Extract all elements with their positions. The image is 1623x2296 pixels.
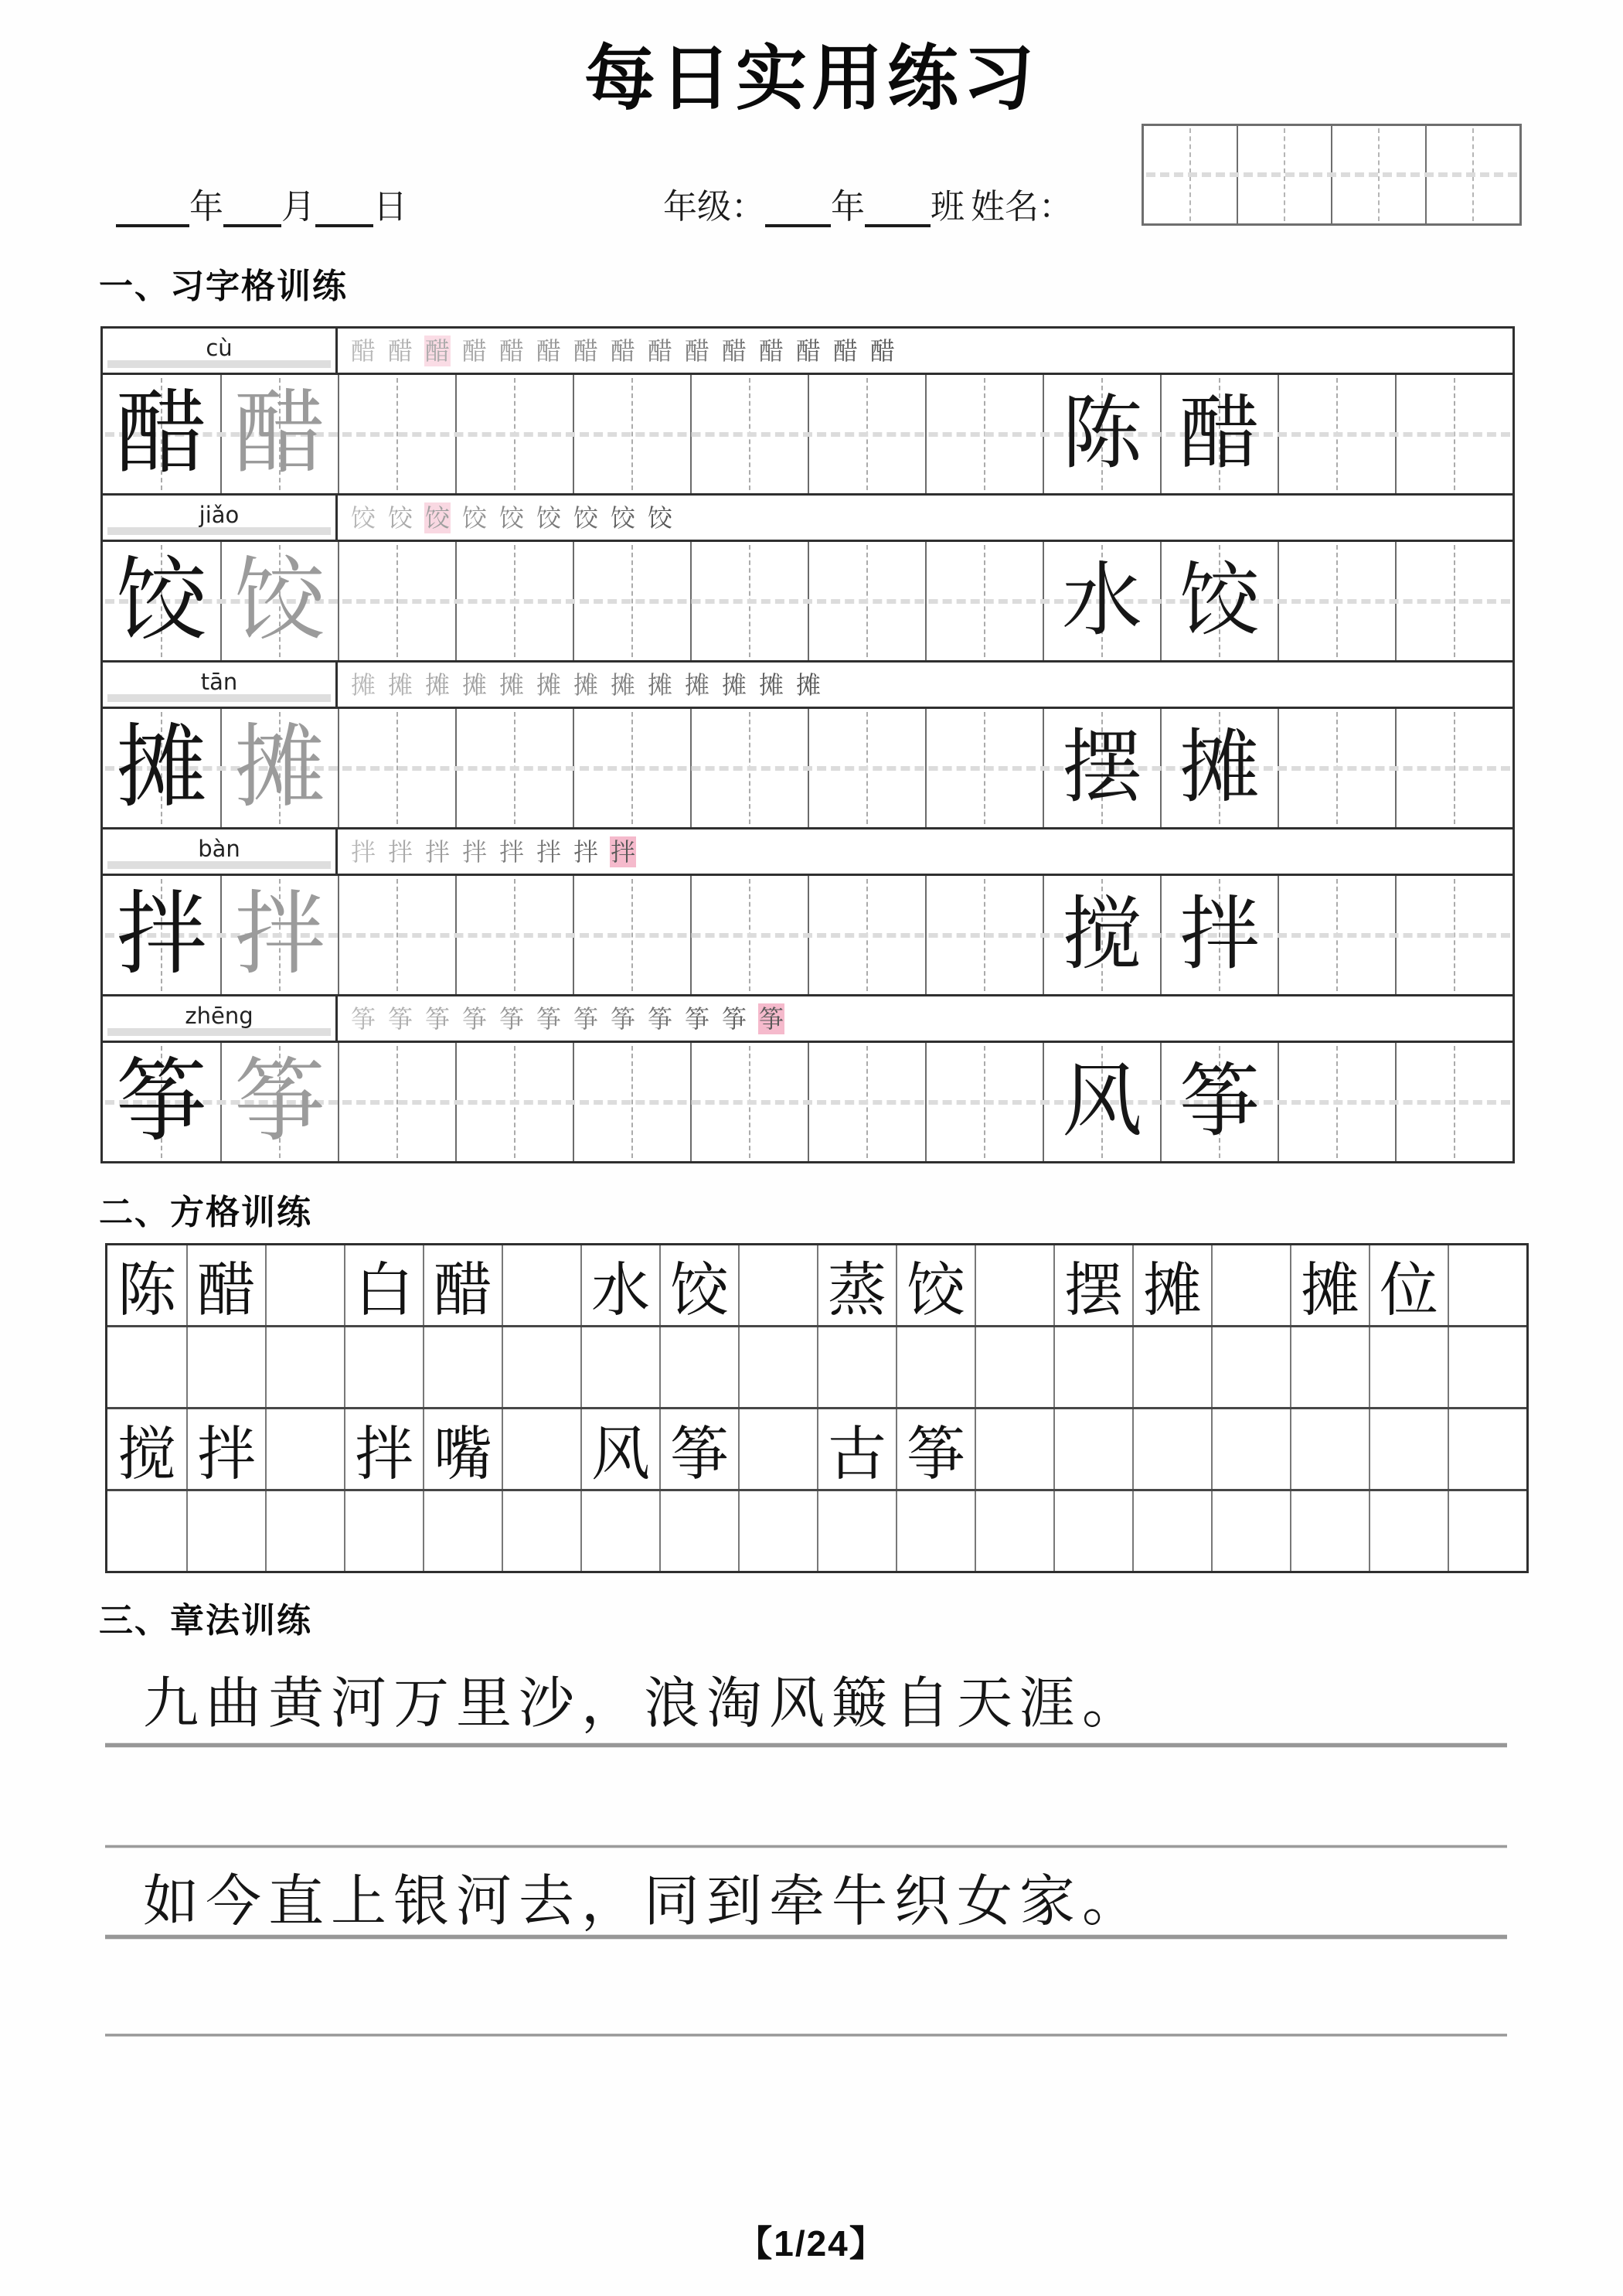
practice-cell: [1278, 1043, 1395, 1161]
stroke-step-glyph: 醋: [684, 336, 709, 365]
practice-cell: [808, 876, 925, 994]
grid-cell-character: 摊: [1290, 1245, 1369, 1325]
grid-cell-character: 饺: [896, 1245, 975, 1325]
stroke-step-glyph: 筝: [424, 1004, 450, 1033]
grid-cell-empty: [738, 1327, 817, 1407]
grid-cell-character: 白: [344, 1245, 423, 1325]
stroke-step-glyph: 筝: [350, 1004, 376, 1033]
practice-character: 搅: [1061, 890, 1142, 979]
stroke-step-glyph: 摊: [461, 670, 487, 699]
grid-cell-empty: [1132, 1327, 1211, 1407]
character-block-header: [103, 493, 1512, 542]
stroke-step-glyph: 醋: [350, 336, 376, 365]
page-title: 每日实用练习: [584, 39, 1039, 118]
practice-cell: [1160, 1043, 1278, 1161]
stroke-step-glyph: 醋: [647, 336, 672, 365]
practice-character: 醋: [1179, 389, 1260, 479]
pinyin-cell: [103, 663, 338, 707]
practice-cell: [103, 375, 220, 493]
practice-cell: [338, 876, 455, 994]
character-block: [103, 994, 1512, 1161]
practice-row: [103, 709, 1512, 827]
stroke-step-glyph: 饺: [573, 503, 598, 532]
practice-row: [103, 1043, 1512, 1161]
practice-cell: [573, 375, 690, 493]
grade-name-line: [663, 184, 1073, 227]
grid-cell-empty: [580, 1327, 659, 1407]
practice-cell: [1278, 375, 1395, 493]
grid-cell-empty: [423, 1491, 502, 1571]
grid-cell-empty: [1132, 1491, 1211, 1571]
pinyin-label: zhēng: [185, 1002, 253, 1029]
stroke-step-glyph: 摊: [424, 670, 450, 699]
stroke-step-glyph: 醋: [610, 336, 635, 365]
stroke-step-glyph: 拌: [610, 837, 635, 866]
stroke-step-glyph: 筝: [758, 1004, 784, 1033]
stroke-step-glyph: 醋: [573, 336, 598, 365]
stroke-step-glyph: 饺: [536, 503, 561, 532]
stroke-step-glyph: 醋: [869, 336, 895, 365]
stroke-step-glyph: 饺: [610, 503, 635, 532]
name-grid-cell: [1425, 126, 1519, 223]
page-number: 【1/24】: [737, 2223, 886, 2264]
stroke-step-glyph: 筝: [684, 1004, 709, 1033]
practice-cell: [1160, 375, 1278, 493]
square-grid-table: [105, 1243, 1529, 1573]
practice-cell: [103, 709, 220, 827]
grid-cell-empty: [975, 1245, 1053, 1325]
stroke-step-glyph: 醋: [795, 336, 821, 365]
month-label: 月: [281, 188, 315, 226]
practice-cell: [1160, 876, 1278, 994]
stroke-step-glyph: 醋: [832, 336, 858, 365]
character-block: [103, 493, 1512, 660]
grid-cell-empty: [580, 1491, 659, 1571]
pinyin-underline-band: [107, 694, 331, 702]
grid-cell-empty: [502, 1491, 580, 1571]
grid-cell-empty: [1053, 1327, 1132, 1407]
grid-cell-empty: [265, 1327, 344, 1407]
grid-cell-character: 位: [1369, 1245, 1448, 1325]
practice-cell: [338, 709, 455, 827]
name-writing-grid: [1142, 124, 1522, 226]
pinyin-label: cù: [206, 334, 233, 361]
grid-cell-empty: [1290, 1327, 1369, 1407]
stroke-step-glyph: 筝: [387, 1004, 413, 1033]
grid-cell-character: 摊: [1132, 1245, 1211, 1325]
stroke-step-glyph: 拌: [498, 837, 524, 866]
practice-cell: [1395, 876, 1512, 994]
practice-character: 拌: [115, 884, 207, 986]
practice-cell: [455, 542, 573, 660]
grid-cell-empty: [1369, 1327, 1448, 1407]
practice-cell: [103, 1043, 220, 1161]
pinyin-underline-band: [107, 527, 331, 535]
empty-writing-line: [105, 2033, 1507, 2037]
practice-cell: [455, 709, 573, 827]
composition-sentence-2: 如今直上银河去，同到牵牛织女家。: [143, 1871, 1145, 1933]
practice-character: 饺: [233, 550, 325, 652]
practice-cell: [1278, 709, 1395, 827]
stroke-step-glyph: 摊: [647, 670, 672, 699]
stroke-sequence: [338, 663, 1512, 707]
practice-character: 饺: [1179, 556, 1260, 646]
pinyin-underline-band: [107, 360, 331, 368]
grid-cell-empty: [738, 1409, 817, 1489]
date-month-blank: [223, 184, 281, 227]
practice-character: 筝: [115, 1051, 207, 1153]
name-label: 姓名：: [971, 188, 1073, 226]
pinyin-cell: [103, 496, 338, 540]
grid-cell-empty: [344, 1327, 423, 1407]
stroke-step-glyph: 拌: [387, 837, 413, 866]
stroke-step-glyph: 筝: [573, 1004, 598, 1033]
grid-cell-empty: [186, 1327, 265, 1407]
grid-row: [107, 1245, 1526, 1325]
stroke-sequence: [338, 329, 1512, 373]
pinyin-cell: [103, 329, 338, 373]
character-block-header: [103, 329, 1512, 375]
date-line: [116, 184, 407, 227]
stroke-step-glyph: 醋: [461, 336, 487, 365]
practice-cell: [690, 1043, 808, 1161]
practice-cell: [690, 876, 808, 994]
character-block-header: [103, 994, 1512, 1043]
grid-cell-empty: [1448, 1327, 1526, 1407]
practice-cell: [1043, 375, 1160, 493]
stroke-step-glyph: 筝: [610, 1004, 635, 1033]
stroke-sequence: [338, 496, 1512, 540]
practice-cell: [808, 1043, 925, 1161]
grid-cell-character: 摆: [1053, 1245, 1132, 1325]
practice-cell: [338, 1043, 455, 1161]
practice-cell: [1395, 1043, 1512, 1161]
practice-cell: [338, 375, 455, 493]
practice-cell: [220, 1043, 338, 1161]
stroke-step-glyph: 拌: [424, 837, 450, 866]
grid-cell-empty: [1211, 1245, 1290, 1325]
stroke-step-glyph: 饺: [350, 503, 376, 532]
practice-cell: [455, 1043, 573, 1161]
grid-cell-character: 陈: [117, 1259, 176, 1323]
character-practice-table: [100, 326, 1515, 1163]
name-grid-cell: [1144, 126, 1237, 223]
character-block: [103, 827, 1512, 994]
grid-cell-empty: [1211, 1491, 1290, 1571]
grid-row: [107, 1325, 1526, 1407]
grid-cell-empty: [502, 1245, 580, 1325]
writing-line: [105, 1934, 1507, 1940]
practice-character: 摊: [1179, 723, 1260, 812]
grid-cell-empty: [344, 1491, 423, 1571]
date-day-blank: [315, 184, 373, 227]
grid-cell-character: 筝: [659, 1409, 738, 1489]
grid-cell-empty: [817, 1327, 896, 1407]
grid-cell-empty: [107, 1491, 186, 1571]
grid-cell-empty: [1448, 1491, 1526, 1571]
grade-blank: [765, 184, 831, 227]
practice-character: 筝: [233, 1051, 325, 1153]
practice-cell: [925, 1043, 1043, 1161]
grid-cell-character: 筝: [896, 1409, 975, 1489]
pinyin-label: jiǎo: [199, 501, 240, 528]
stroke-step-glyph: 摊: [610, 670, 635, 699]
pinyin-underline-band: [107, 861, 331, 869]
practice-character: 摊: [115, 717, 207, 819]
practice-cell: [573, 1043, 690, 1161]
practice-character: 拌: [1179, 890, 1260, 979]
stroke-step-glyph: 筝: [647, 1004, 672, 1033]
grid-row: [107, 1489, 1526, 1571]
practice-cell: [220, 709, 338, 827]
practice-cell: [690, 375, 808, 493]
day-label: 日: [373, 188, 407, 226]
grid-cell-empty: [738, 1491, 817, 1571]
stroke-step-glyph: 摊: [350, 670, 376, 699]
practice-character: 摊: [233, 717, 325, 819]
grid-cell-character: 水: [580, 1245, 659, 1325]
stroke-step-glyph: 摊: [387, 670, 413, 699]
stroke-step-glyph: 拌: [536, 837, 561, 866]
stroke-step-glyph: 摊: [573, 670, 598, 699]
practice-cell: [103, 542, 220, 660]
practice-character: 醋: [233, 383, 325, 485]
stroke-step-glyph: 醋: [498, 336, 524, 365]
stroke-step-glyph: 饺: [647, 503, 672, 532]
grid-cell-empty: [1053, 1409, 1132, 1489]
grid-cell-character: 拌: [186, 1409, 265, 1489]
empty-writing-line: [105, 1845, 1507, 1848]
grid-cell-empty: [1053, 1491, 1132, 1571]
practice-cell: [338, 542, 455, 660]
practice-character: 拌: [233, 884, 325, 986]
grid-cell-empty: [265, 1409, 344, 1489]
practice-character: 醋: [115, 383, 207, 485]
grid-cell-character: 搅: [117, 1422, 176, 1487]
practice-row: [103, 542, 1512, 660]
practice-cell: [925, 375, 1043, 493]
practice-character: 饺: [115, 550, 207, 652]
practice-cell: [573, 709, 690, 827]
character-block-header: [103, 827, 1512, 876]
grid-cell-empty: [817, 1491, 896, 1571]
stroke-step-glyph: 拌: [573, 837, 598, 866]
practice-cell: [1278, 876, 1395, 994]
grid-cell-empty: [1369, 1409, 1448, 1489]
stroke-step-glyph: 醋: [721, 336, 747, 365]
grid-cell-empty: [1132, 1409, 1211, 1489]
practice-cell: [808, 375, 925, 493]
practice-cell: [1043, 709, 1160, 827]
grid-cell-empty: [265, 1245, 344, 1325]
grid-cell-empty: [1290, 1409, 1369, 1489]
stroke-step-glyph: 摊: [684, 670, 709, 699]
practice-cell: [690, 542, 808, 660]
grid-cell-empty: [975, 1491, 1053, 1571]
name-grid-cell: [1331, 126, 1425, 223]
practice-cell: [1160, 709, 1278, 827]
grade-year-label: 年: [831, 188, 865, 226]
stroke-step-glyph: 醋: [424, 336, 450, 365]
stroke-step-glyph: 饺: [387, 503, 413, 532]
grid-cell-empty: [265, 1491, 344, 1571]
pinyin-label: bàn: [198, 835, 240, 862]
practice-cell: [1395, 709, 1512, 827]
practice-character: 摆: [1061, 723, 1142, 812]
year-label: 年: [189, 188, 223, 226]
stroke-step-glyph: 摊: [758, 670, 784, 699]
section1-heading: 一、习字格训练: [99, 267, 348, 305]
practice-cell: [1043, 542, 1160, 660]
grid-cell-character: 拌: [344, 1409, 423, 1489]
practice-cell: [455, 876, 573, 994]
grid-cell-empty: [1448, 1409, 1526, 1489]
stroke-step-glyph: 筝: [461, 1004, 487, 1033]
grid-cell-empty: [1211, 1409, 1290, 1489]
class-label: 班: [931, 188, 965, 226]
practice-cell: [220, 542, 338, 660]
practice-row: [103, 375, 1512, 493]
practice-character: 陈: [1061, 389, 1142, 479]
grid-cell-character: 嘴: [423, 1409, 502, 1489]
stroke-step-glyph: 筝: [536, 1004, 561, 1033]
practice-cell: [808, 709, 925, 827]
practice-cell: [925, 542, 1043, 660]
stroke-step-glyph: 饺: [461, 503, 487, 532]
stroke-step-glyph: 醋: [387, 336, 413, 365]
grid-cell-character: 醋: [423, 1245, 502, 1325]
character-block: [103, 329, 1512, 493]
practice-cell: [925, 876, 1043, 994]
practice-cell: [1160, 542, 1278, 660]
stroke-sequence: [338, 829, 1512, 874]
practice-cell: [1043, 1043, 1160, 1161]
grid-cell-character: 古: [817, 1409, 896, 1489]
grid-cell-empty: [502, 1327, 580, 1407]
practice-cell: [220, 876, 338, 994]
pinyin-cell: [103, 996, 338, 1041]
practice-cell: [103, 876, 220, 994]
grid-cell-empty: [738, 1245, 817, 1325]
grade-label: 年级：: [663, 188, 765, 226]
practice-row: [103, 876, 1512, 994]
grid-cell-character: 醋: [186, 1245, 265, 1325]
stroke-step-glyph: 醋: [758, 336, 784, 365]
stroke-step-glyph: 拌: [461, 837, 487, 866]
stroke-sequence: [338, 996, 1512, 1041]
pinyin-underline-band: [107, 1028, 331, 1036]
stroke-step-glyph: 拌: [350, 837, 376, 866]
writing-line: [105, 1742, 1507, 1748]
practice-cell: [220, 375, 338, 493]
grid-cell-empty: [975, 1327, 1053, 1407]
stroke-step-glyph: 筝: [498, 1004, 524, 1033]
grid-cell-empty: [1290, 1491, 1369, 1571]
practice-cell: [573, 876, 690, 994]
name-grid-cell: [1237, 126, 1331, 223]
practice-cell: [1278, 542, 1395, 660]
grid-cell-empty: [659, 1327, 738, 1407]
stroke-step-glyph: 摊: [498, 670, 524, 699]
grid-row: [107, 1407, 1526, 1489]
stroke-step-glyph: 筝: [721, 1004, 747, 1033]
grid-cell-empty: [896, 1327, 975, 1407]
practice-character: 筝: [1179, 1057, 1260, 1146]
stroke-step-glyph: 摊: [795, 670, 821, 699]
grid-cell-empty: [1369, 1491, 1448, 1571]
stroke-step-glyph: 饺: [498, 503, 524, 532]
practice-cell: [808, 542, 925, 660]
grid-cell-empty: [186, 1491, 265, 1571]
practice-cell: [455, 375, 573, 493]
grid-cell-character: 蒸: [817, 1245, 896, 1325]
practice-cell: [1395, 375, 1512, 493]
class-blank: [865, 184, 931, 227]
practice-cell: [1395, 542, 1512, 660]
grid-cell-empty: [896, 1491, 975, 1571]
stroke-step-glyph: 摊: [721, 670, 747, 699]
grid-cell-empty: [975, 1409, 1053, 1489]
grid-cell-empty: [502, 1409, 580, 1489]
grid-cell-empty: [659, 1491, 738, 1571]
grid-cell-empty: [107, 1327, 186, 1407]
practice-cell: [573, 542, 690, 660]
stroke-step-glyph: 饺: [424, 503, 450, 532]
grid-cell-character: 饺: [659, 1245, 738, 1325]
character-block-header: [103, 660, 1512, 709]
pinyin-cell: [103, 829, 338, 874]
practice-character: 风: [1061, 1057, 1142, 1146]
character-block: [103, 660, 1512, 827]
composition-sentence-1: 九曲黄河万里沙，浪淘风簸自天涯。: [143, 1673, 1145, 1735]
stroke-step-glyph: 摊: [536, 670, 561, 699]
section3-heading: 三、章法训练: [99, 1602, 312, 1640]
grid-cell-empty: [1211, 1327, 1290, 1407]
practice-cell: [925, 709, 1043, 827]
pinyin-label: tān: [200, 668, 238, 695]
grid-cell-character: 风: [580, 1409, 659, 1489]
section2-heading: 二、方格训练: [99, 1194, 312, 1231]
practice-character: 水: [1061, 556, 1142, 646]
stroke-step-glyph: 醋: [536, 336, 561, 365]
practice-cell: [690, 709, 808, 827]
grid-cell-empty: [1448, 1245, 1526, 1325]
grid-cell-empty: [423, 1327, 502, 1407]
practice-cell: [1043, 876, 1160, 994]
date-year-blank: [116, 184, 189, 227]
